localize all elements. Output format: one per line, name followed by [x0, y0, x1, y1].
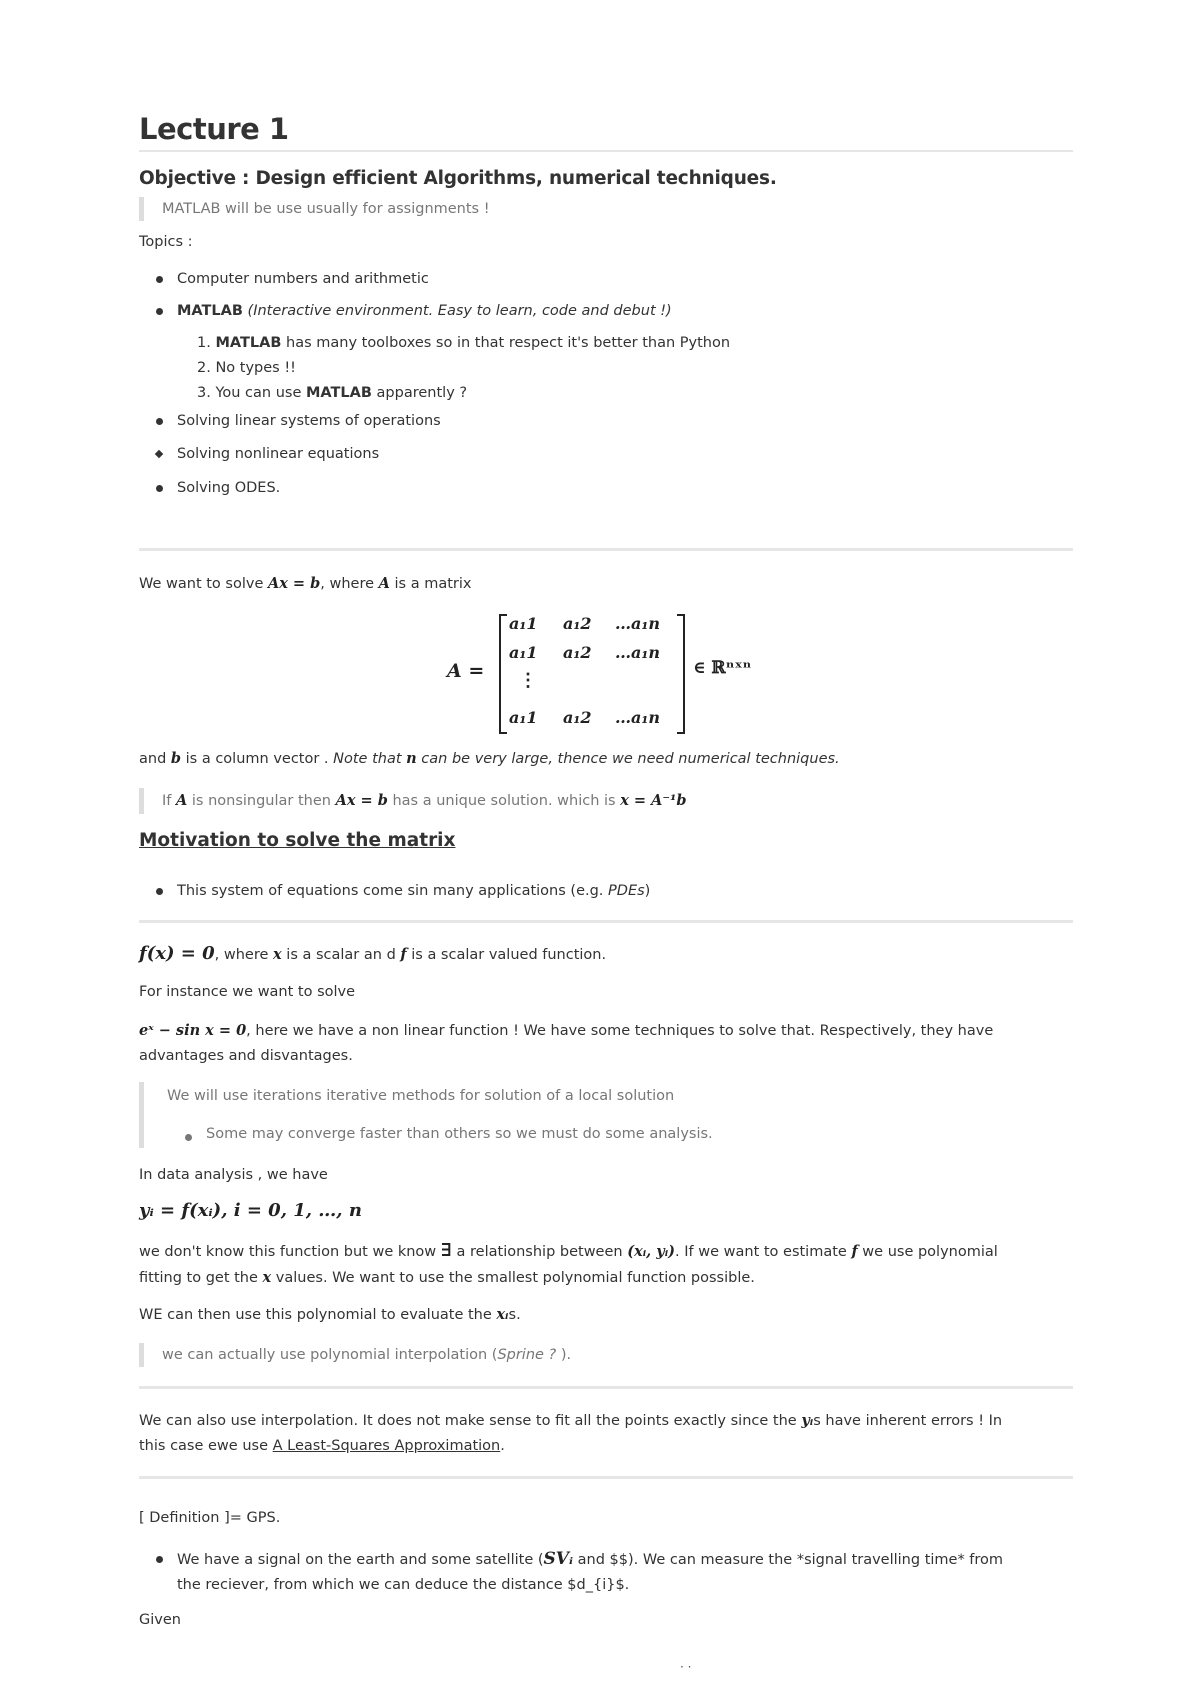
page-footer-marks: · · — [680, 1660, 692, 1674]
bullet-icon — [156, 308, 163, 315]
divider — [139, 920, 1073, 923]
matrix-cell: a₁1 — [509, 643, 538, 662]
objective-heading: Objective : Design efficient Algorithms, numerical techniques. — [139, 168, 777, 189]
fx-paragraph: f(x) = 0, where x is a scalar an d f is a scalar valued function. — [139, 943, 607, 964]
blockquote-text: We will use iterations iterative methods for solution of a local solution — [167, 1088, 675, 1104]
matrix-space: ∈ ℝⁿˣⁿ — [693, 658, 752, 678]
matrix-equation — [447, 612, 787, 734]
ordered-item-1: 1. MATLAB has many toolboxes so in that respect it's better than Python — [197, 335, 731, 351]
bullet-icon — [156, 276, 163, 283]
divider — [139, 548, 1073, 551]
list-item: Computer numbers and arithmetic — [177, 268, 1073, 290]
topics-label: Topics : — [139, 234, 193, 250]
bullet-icon — [156, 888, 163, 895]
list-item: Some may converge faster than others so we must do some analysis. — [206, 1126, 713, 1142]
matrix-cell: a₁1 — [509, 614, 538, 633]
blockquote-nonsingular: If A is nonsingular then Ax = b has a unique solution. which is x = A⁻¹b — [139, 788, 687, 814]
ordered-item-3: 3. You can use MATLAB apparently ? — [197, 385, 468, 401]
least-squares-link[interactable]: A Least-Squares Approximation — [272, 1438, 501, 1454]
matrix-cell: …a₁n — [615, 614, 661, 633]
nonlinear-paragraph: eˣ − sin x = 0, here we have a non linear function ! We have some techniques to solve that. Respectively, they have advantages and disvantages. — [139, 1022, 994, 1064]
instance-text: For instance we want to solve — [139, 984, 356, 1000]
list-item: We have a signal on the earth and some satellite (SVᵢ and $$). We can measure the *signal travelling time* from the reciever, from which we can deduce the distance $d_{i}$. — [177, 1547, 1073, 1598]
matrix-label: A = — [447, 660, 485, 682]
given-text: Given — [139, 1612, 181, 1628]
interpolation-paragraph: We can also use interpolation. It does not make sense to fit all the points exactly since the yᵢs have inherent errors ! In this case ewe use A Least-Squares Approximation. — [139, 1412, 1003, 1454]
left-bracket — [499, 614, 507, 734]
column-vector-paragraph: and b is a column vector . Note that n can be very large, thence we need numerical techniques. — [139, 750, 840, 767]
blockquote-interpolation: we can actually use polynomial interpolation (Sprine ? ). — [139, 1343, 571, 1367]
blockquote-matlab — [139, 197, 490, 221]
matrix-cell: a₁2 — [563, 643, 592, 662]
matrix-cell: a₁2 — [563, 614, 592, 633]
matrix-cell: …a₁n — [615, 708, 661, 727]
definition-text: [ Definition ]= GPS. — [139, 1510, 281, 1526]
matrix-cell: a₁2 — [563, 708, 592, 727]
yi-equation: yᵢ = f(xᵢ), i = 0, 1, …, n — [139, 1200, 362, 1221]
motivation-heading: Motivation to solve the matrix — [139, 830, 456, 851]
right-bracket — [677, 614, 685, 734]
bullet-icon — [156, 1556, 163, 1563]
bullet-icon — [156, 418, 163, 425]
divider — [139, 1476, 1073, 1479]
data-analysis-text: In data analysis , we have — [139, 1167, 328, 1183]
list-item: Solving linear systems of operations — [177, 410, 1073, 432]
divider — [139, 1386, 1073, 1389]
bullet-icon — [156, 485, 163, 492]
blockquote-iterations — [139, 1082, 1052, 1148]
relationship-paragraph: we don't know this function but we know ∃ a relationship between (xᵢ, yᵢ). If we want to estimate f we use polynomial fitting to get the x values. We want to use the smallest polynomial function possible. — [139, 1240, 998, 1286]
evaluate-paragraph: WE can then use this polynomial to evaluate the xᵢs. — [139, 1306, 521, 1323]
list-item: MATLAB (Interactive environment. Easy to learn, code and debut !) — [177, 300, 1073, 322]
bullet-icon — [185, 1134, 192, 1141]
page-title: Lecture 1 — [139, 112, 1073, 152]
solve-paragraph: We want to solve Ax = b, where A is a matrix — [139, 575, 472, 592]
matrix-cell: a₁1 — [509, 708, 538, 727]
list-item: Solving nonlinear equations — [177, 443, 1073, 465]
diamond-bullet-icon — [155, 450, 163, 458]
blockquote-text: MATLAB will be use usually for assignments ! — [162, 201, 490, 217]
list-item: Solving ODES. — [177, 477, 1073, 499]
matrix-cell: …a₁n — [615, 643, 661, 662]
matrix-vdots: ⋮ — [519, 670, 537, 691]
ordered-item-2: 2. No types !! — [197, 360, 296, 376]
list-item: This system of equations come sin many applications (e.g. PDEs) — [177, 880, 1073, 902]
